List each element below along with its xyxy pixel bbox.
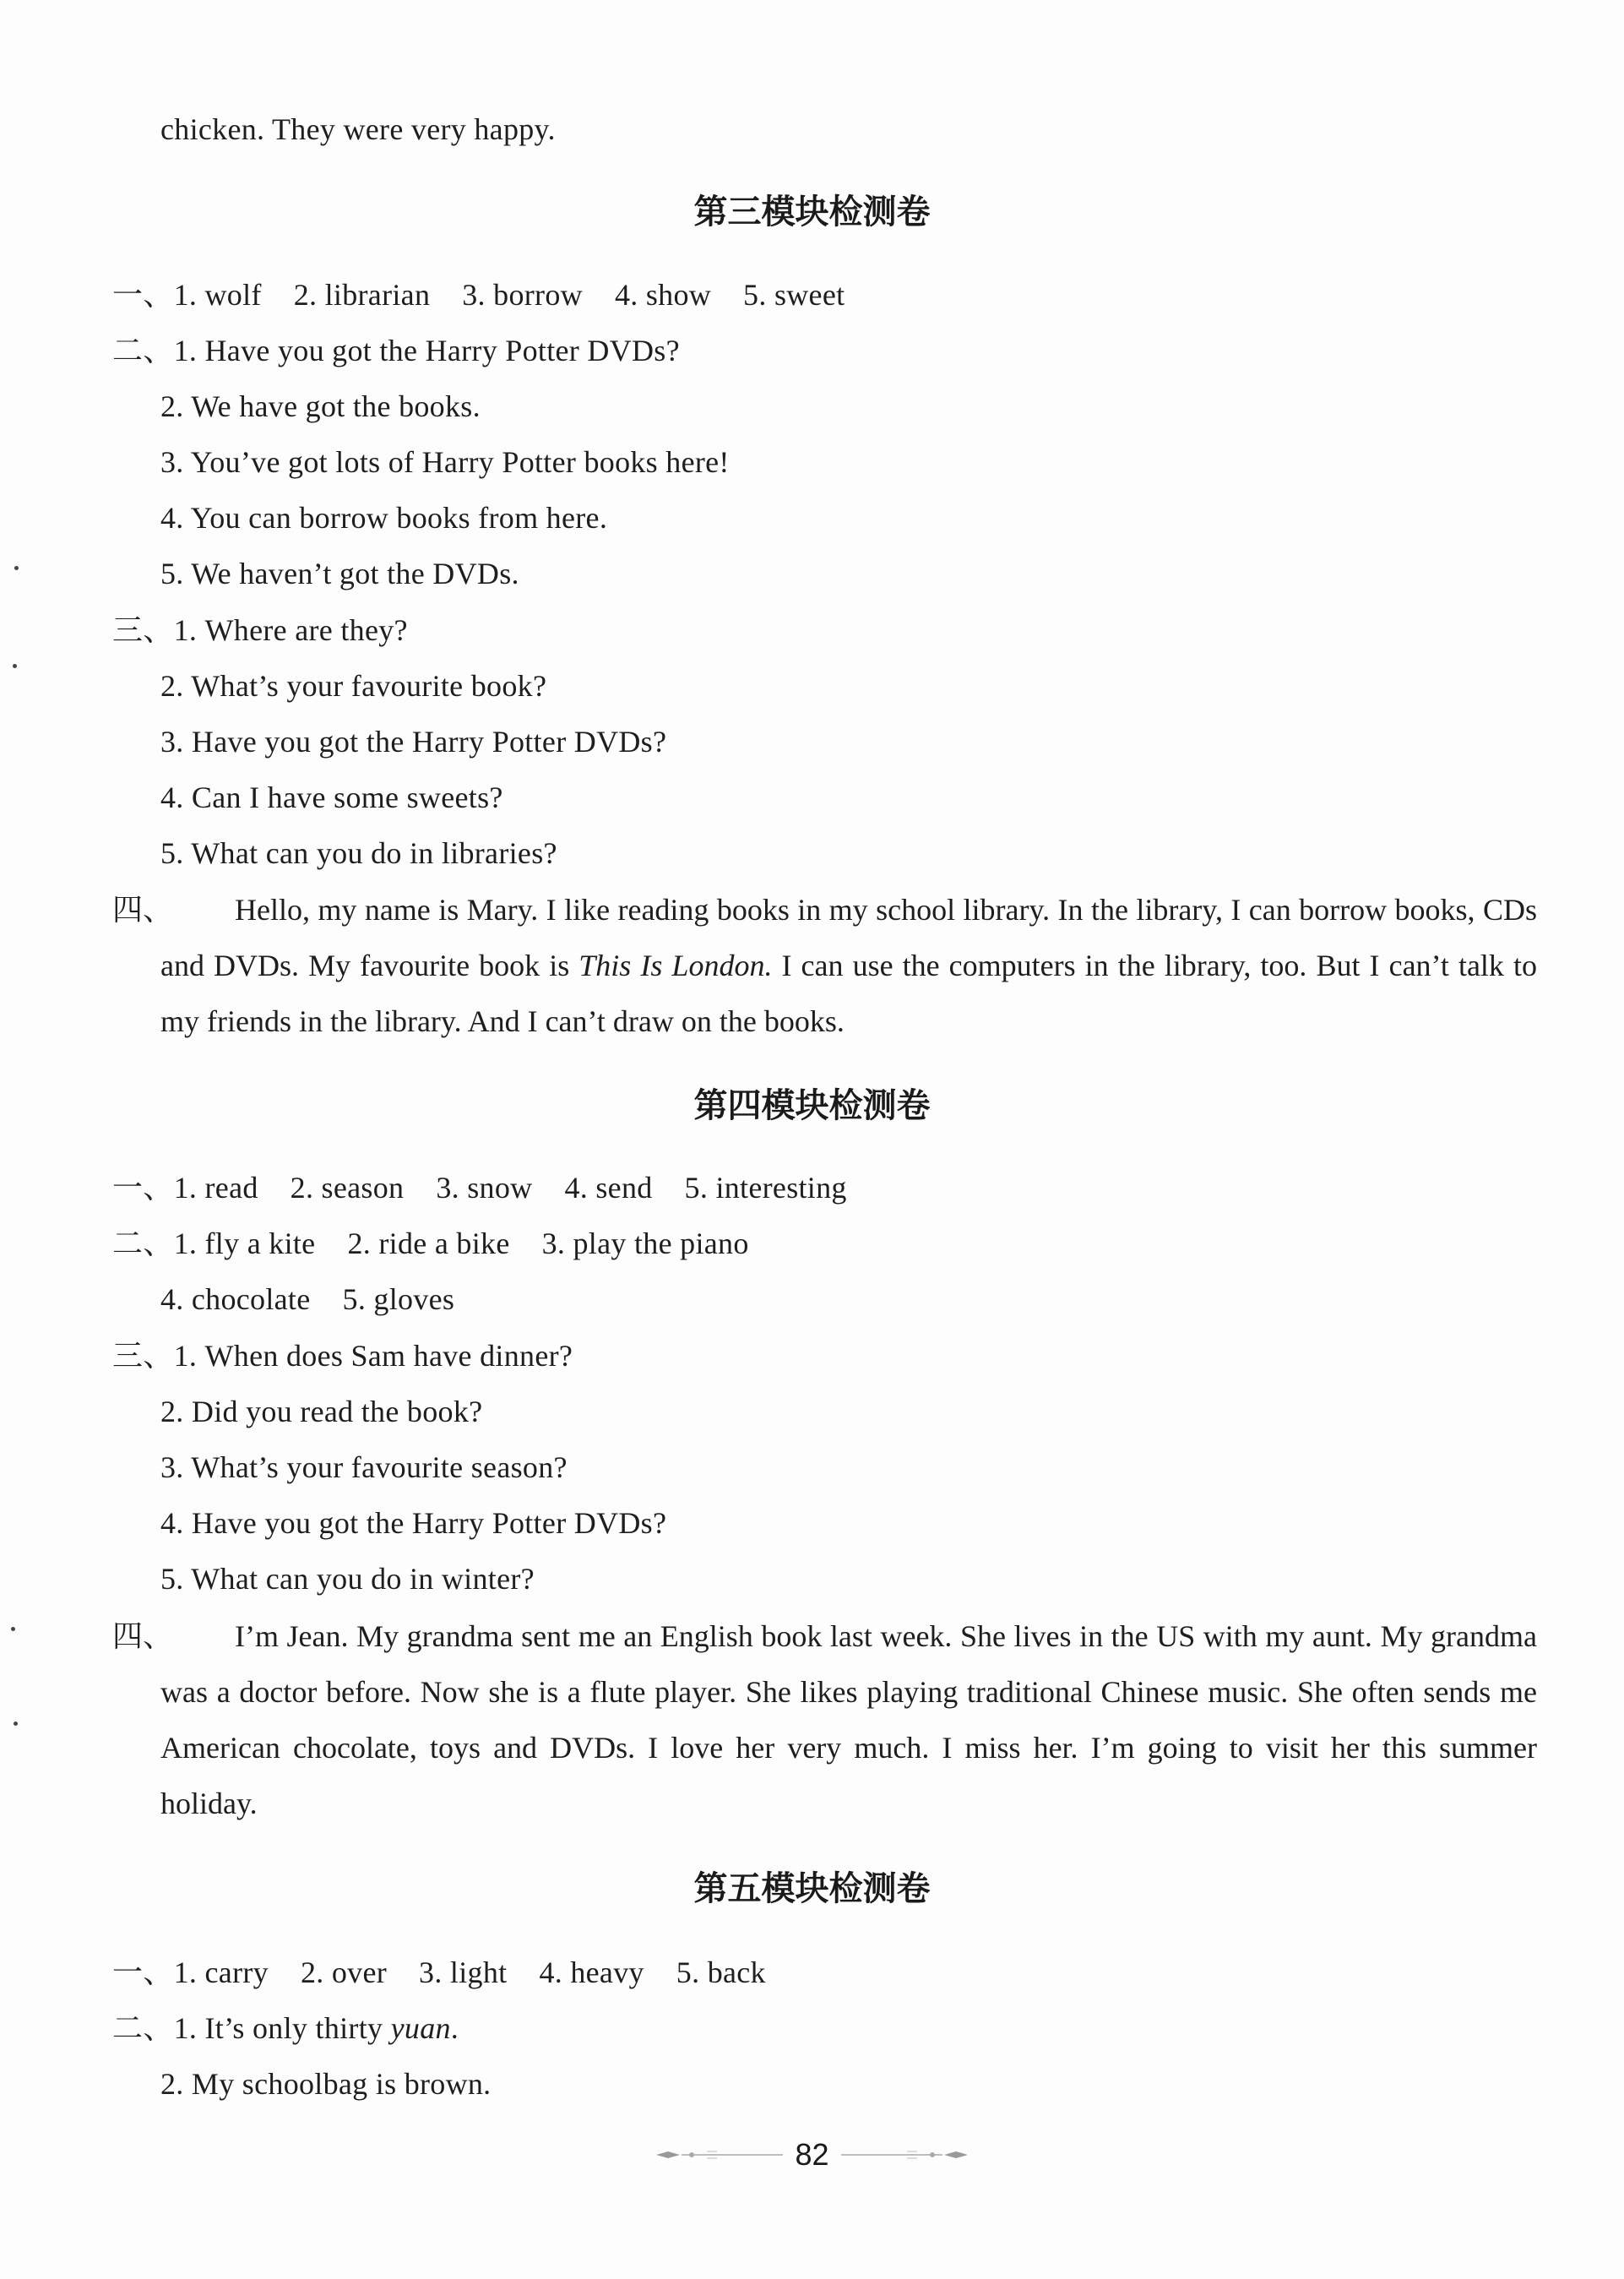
s4-q3-label: 三、: [112, 1339, 174, 1373]
s4-q2-item: 1. fly a kite: [173, 1227, 316, 1260]
s3-q1-label: 一、: [112, 278, 174, 312]
s4-q3-item: 4. Have you got the Harry Potter DVDs?: [160, 1506, 667, 1540]
s5-q1-item: 5. back: [676, 1955, 766, 1989]
intro-line: chicken. They were very happy.: [160, 112, 556, 146]
s3-q1-item: 2. librarian: [293, 278, 431, 312]
s4-q2-label: 二、: [112, 1227, 174, 1260]
s5-q2-first: [112, 2010, 459, 2047]
s3-q1-item: 3. borrow: [462, 278, 583, 312]
page-number: 82: [795, 2137, 829, 2172]
s3-q1-item: 5. sweet: [743, 278, 845, 312]
section5-title: 第五模块检测卷: [693, 1869, 931, 1908]
s5-q2-label: 二、: [112, 2011, 174, 2045]
s4-q2-line2: [160, 1281, 454, 1318]
s4-q2-item: 2. ride a bike: [347, 1227, 510, 1260]
s4-q3-item: 3. What’s your favourite season?: [160, 1450, 568, 1484]
s3-q3-label: 三、: [112, 613, 174, 647]
right-ornament-icon: [841, 2146, 968, 2163]
s3-q2-item: 2. We have got the books.: [160, 389, 481, 423]
answer-text: .: [450, 2011, 459, 2045]
s4-q2-item: 3. play the piano: [541, 1227, 749, 1260]
page-footer: [0, 2137, 1624, 2173]
s4-q4-label: 四、: [112, 1619, 174, 1653]
s3-q3-item: 2. What’s your favourite book?: [160, 669, 547, 703]
s3-q1-item: 1. wolf: [173, 278, 262, 312]
s5-q1-item: 4. heavy: [539, 1955, 644, 1989]
s3-q3-first: [112, 612, 408, 649]
s4-q3-first: [112, 1337, 573, 1374]
currency-word: yuan: [390, 2011, 451, 2045]
s4-q2-item: 4. chocolate: [160, 1282, 311, 1316]
s3-q3-item: 3. Have you got the Harry Potter DVDs?: [160, 725, 667, 759]
s3-q3-item: 5. What can you do in libraries?: [160, 836, 557, 870]
s3-q4-paragraph: [112, 882, 1537, 1049]
answer-text: 1. It’s only thirty: [173, 2011, 391, 2045]
s4-q1-item: 3. snow: [436, 1171, 533, 1205]
scan-speck: [13, 664, 17, 668]
s3-q2-item: 4. You can borrow books from here.: [160, 501, 608, 535]
paragraph-text: Hello, my name is Mary. I like reading books in my school library. In the library, I can borrow books, CDs and DVDs. My favourite book is: [160, 893, 1537, 982]
scan-speck: [14, 566, 19, 570]
s4-q3-item: 5. What can you do in winter?: [160, 1562, 535, 1596]
s3-q2-item: 5. We haven’t got the DVDs.: [160, 557, 519, 590]
answer-text: 1. When does Sam have dinner?: [173, 1339, 573, 1373]
s4-q1: [112, 1169, 847, 1206]
s4-q1-item: 4. send: [564, 1171, 653, 1205]
s5-q1-label: 一、: [112, 1955, 174, 1989]
paragraph-text: I’m Jean. My grandma sent me an English book last week. She lives in the US with my aunt. My grandma was a doctor before. Now she is a flute player. She likes playing traditional Chinese music. She often sends me American chocolate, toys and DVDs. I love her very much. I miss her. I’m going to visit her this summer holiday.: [160, 1619, 1537, 1820]
section3-title: 第三模块检测卷: [693, 193, 931, 231]
answer-text: 1. Where are they?: [173, 613, 408, 647]
s3-q2-label: 二、: [112, 334, 174, 367]
s5-q1-item: 3. light: [419, 1955, 508, 1989]
s4-q1-item: 2. season: [290, 1171, 405, 1205]
s4-q1-item: 1. read: [173, 1171, 258, 1205]
s4-q4-paragraph: [112, 1608, 1537, 1831]
s5-q1-item: 2. over: [300, 1955, 388, 1989]
s4-q1-label: 一、: [112, 1171, 174, 1205]
s5-q1: [112, 1954, 766, 1991]
s3-q1-item: 4. show: [614, 278, 712, 312]
paragraph-text: I can use the computers in the library, too. But I can’t talk to my friends in the library. And I can’t draw on the books.: [160, 949, 1537, 1038]
left-ornament-icon: [656, 2146, 783, 2163]
s3-q1: [112, 276, 845, 313]
book-title: This Is London.: [578, 949, 773, 982]
s4-q3-item: 2. Did you read the book?: [160, 1395, 483, 1428]
scan-speck: [14, 1721, 18, 1726]
answer-text: 1. Have you got the Harry Potter DVDs?: [173, 334, 680, 367]
s4-q1-item: 5. interesting: [684, 1171, 847, 1205]
s3-q2-first: [112, 332, 680, 369]
s4-q2-item: 5. gloves: [342, 1282, 455, 1316]
section4-title: 第四模块检测卷: [693, 1086, 931, 1125]
scan-speck: [11, 1627, 15, 1631]
s3-q2-item: 3. You’ve got lots of Harry Potter books here!: [160, 445, 730, 479]
s5-q2-item: 2. My schoolbag is brown.: [160, 2067, 492, 2101]
s3-q3-item: 4. Can I have some sweets?: [160, 781, 503, 814]
s5-q1-item: 1. carry: [173, 1955, 269, 1989]
s3-q4-label: 四、: [112, 893, 174, 927]
s4-q2-line1: [112, 1225, 749, 1262]
